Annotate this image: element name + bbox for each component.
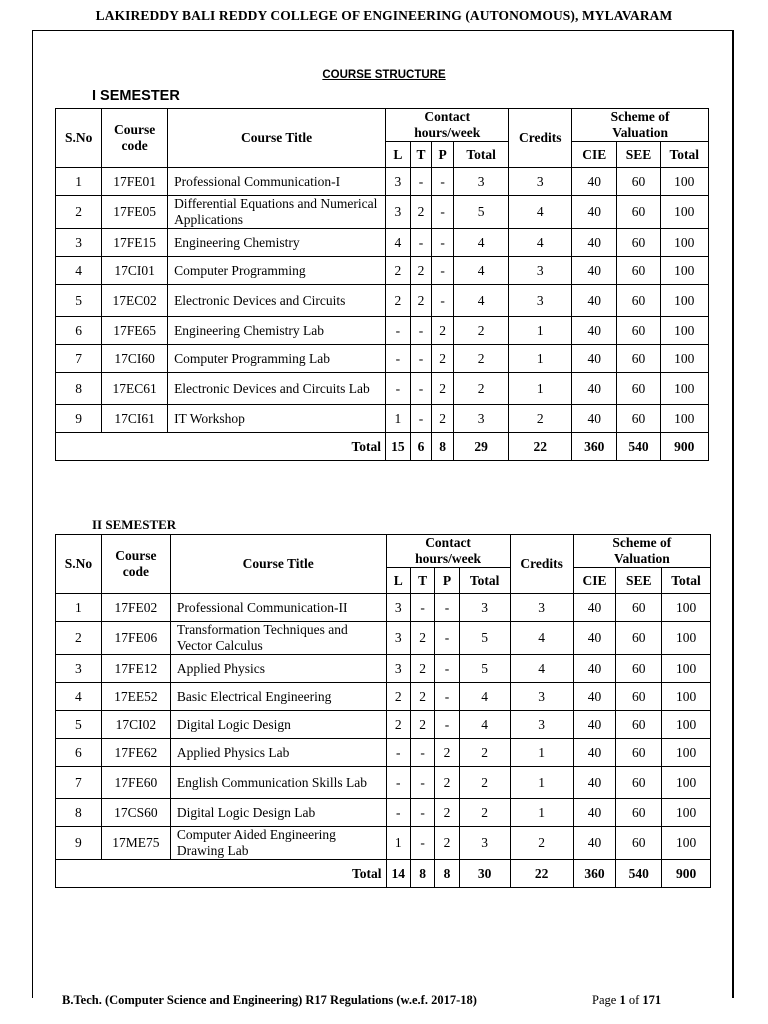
cell-P: - [432, 285, 454, 317]
cell-see: 60 [616, 711, 662, 739]
cell-see: 60 [617, 168, 660, 196]
cell-cie: 40 [573, 711, 616, 739]
cell-vtotal: 100 [660, 317, 708, 345]
cell-vtotal: 100 [662, 683, 711, 711]
col-scheme-line1: Scheme of [612, 535, 672, 550]
semester-2-table [55, 534, 711, 888]
total-L: 15 [386, 433, 411, 461]
cell-title: Differential Equations and Numerical Applications [168, 196, 386, 229]
header-row-1 [56, 109, 709, 142]
cell-vtotal: 100 [660, 345, 708, 373]
cell-L: 2 [386, 711, 410, 739]
col-scheme-line1: Scheme of [610, 109, 670, 124]
col-title: Course Title [170, 535, 386, 594]
cell-P: - [432, 229, 454, 257]
cell-vtotal: 100 [660, 229, 708, 257]
cell-see: 60 [617, 196, 660, 229]
cell-code: 17FE05 [102, 196, 168, 229]
cell-cie: 40 [572, 257, 617, 285]
cell-T: - [410, 827, 434, 860]
col-contact-line1: Contact [424, 109, 471, 124]
total-cie: 360 [572, 433, 617, 461]
cell-see: 60 [616, 767, 662, 799]
cell-vtotal: 100 [662, 594, 711, 622]
cell-code: 17EE52 [101, 683, 170, 711]
course-structure-title: COURSE STRUCTURE [322, 69, 446, 81]
cell-cie: 40 [572, 196, 617, 229]
cell-credits: 1 [510, 799, 573, 827]
cell-sno: 8 [56, 799, 102, 827]
cell-code: 17CS60 [101, 799, 170, 827]
cell-title: Computer Programming [168, 257, 386, 285]
header-row-1 [56, 535, 711, 568]
cell-P: 2 [432, 345, 454, 373]
cell-L: 2 [386, 683, 410, 711]
cell-title: Electronic Devices and Circuits [168, 285, 386, 317]
cell-L: 3 [386, 168, 411, 196]
page-number [592, 993, 661, 1008]
table-row [56, 229, 709, 257]
cell-title: IT Workshop [168, 405, 386, 433]
cell-see: 60 [616, 594, 662, 622]
cell-code: 17FE12 [101, 655, 170, 683]
cell-sno: 8 [56, 373, 102, 405]
cell-code: 17CI02 [101, 711, 170, 739]
cell-vtotal: 100 [662, 655, 711, 683]
cell-title: Engineering Chemistry Lab [168, 317, 386, 345]
cell-T: 2 [410, 655, 434, 683]
cell-total: 4 [453, 257, 509, 285]
cell-credits: 3 [510, 711, 573, 739]
col-sno: S.No [56, 109, 102, 168]
cell-sno: 3 [56, 655, 102, 683]
cell-vtotal: 100 [662, 799, 711, 827]
col-l: L [386, 142, 411, 168]
cell-L: 1 [386, 827, 410, 860]
cell-credits: 1 [509, 345, 572, 373]
cell-P: - [435, 655, 459, 683]
cell-code: 17EC61 [102, 373, 168, 405]
cell-vtotal: 100 [660, 373, 708, 405]
cell-cie: 40 [573, 683, 616, 711]
cell-cie: 40 [573, 767, 616, 799]
cell-cie: 40 [573, 655, 616, 683]
cell-code: 17FE15 [102, 229, 168, 257]
cell-vtotal: 100 [660, 168, 708, 196]
col-code-line2: code [121, 138, 148, 153]
cell-T: - [410, 594, 434, 622]
col-see: SEE [617, 142, 660, 168]
table-row [56, 594, 711, 622]
total-see: 540 [616, 860, 662, 888]
cell-total: 2 [459, 799, 510, 827]
total-row [56, 433, 709, 461]
col-code [101, 535, 170, 594]
cell-sno: 6 [56, 739, 102, 767]
cell-total: 2 [453, 345, 509, 373]
col-scheme [572, 109, 709, 142]
cell-title: Basic Electrical Engineering [170, 683, 386, 711]
cell-sno: 1 [56, 168, 102, 196]
cell-see: 60 [616, 655, 662, 683]
col-l: L [386, 568, 410, 594]
cell-cie: 40 [573, 594, 616, 622]
table-row [56, 655, 711, 683]
cell-cie: 40 [572, 229, 617, 257]
cell-L: - [386, 345, 411, 373]
cell-sno: 5 [56, 285, 102, 317]
col-cie: CIE [572, 142, 617, 168]
cell-credits: 3 [510, 594, 573, 622]
col-hours-total: Total [453, 142, 509, 168]
cell-T: - [410, 767, 434, 799]
cell-total: 2 [453, 317, 509, 345]
cell-T: - [410, 405, 432, 433]
cell-total: 5 [459, 655, 510, 683]
cell-see: 60 [617, 373, 660, 405]
cell-title: Computer Programming Lab [168, 345, 386, 373]
cell-L: - [386, 739, 410, 767]
col-p: P [432, 142, 454, 168]
cell-total: 2 [459, 739, 510, 767]
cell-vtotal: 100 [660, 285, 708, 317]
col-code-line2: code [122, 564, 149, 579]
cell-see: 60 [617, 285, 660, 317]
cell-L: - [386, 317, 411, 345]
cell-code: 17FE06 [101, 622, 170, 655]
cell-see: 60 [616, 739, 662, 767]
cell-total: 4 [459, 683, 510, 711]
cell-vtotal: 100 [662, 622, 711, 655]
cell-vtotal: 100 [660, 405, 708, 433]
cell-P: - [432, 168, 454, 196]
col-sno: S.No [56, 535, 102, 594]
cell-code: 17FE65 [102, 317, 168, 345]
cell-cie: 40 [573, 739, 616, 767]
total-P: 8 [435, 860, 459, 888]
footer-regulation: B.Tech. (Computer Science and Engineering) R17 Regulations (w.e.f. 2017-18) [62, 993, 477, 1007]
cell-sno: 3 [56, 229, 102, 257]
cell-cie: 40 [572, 168, 617, 196]
table-row [56, 767, 711, 799]
cell-T: - [410, 373, 432, 405]
table-row [56, 711, 711, 739]
cell-total: 2 [459, 767, 510, 799]
cell-T: 2 [410, 683, 434, 711]
semester-2-title: II SEMESTER [92, 517, 177, 532]
table-row [56, 739, 711, 767]
total-label: Total [56, 433, 386, 461]
cell-P: 2 [435, 739, 459, 767]
cell-L: 1 [386, 405, 411, 433]
cell-vtotal: 100 [662, 739, 711, 767]
cell-credits: 2 [510, 827, 573, 860]
col-valuation-total: Total [662, 568, 711, 594]
cell-P: 2 [435, 767, 459, 799]
cell-L: 2 [386, 257, 411, 285]
cell-T: - [410, 345, 432, 373]
cell-T: - [410, 229, 432, 257]
cell-credits: 3 [510, 683, 573, 711]
total-T: 8 [410, 860, 434, 888]
cell-P: - [435, 622, 459, 655]
cell-total: 5 [459, 622, 510, 655]
cell-code: 17CI61 [102, 405, 168, 433]
total-cie: 360 [573, 860, 616, 888]
cell-T: - [410, 168, 432, 196]
cell-see: 60 [617, 257, 660, 285]
cell-see: 60 [616, 799, 662, 827]
col-contact-line1: Contact [425, 535, 471, 550]
col-see: SEE [616, 568, 662, 594]
total-total: 30 [459, 860, 510, 888]
table-row [56, 285, 709, 317]
cell-vtotal: 100 [660, 196, 708, 229]
table-row [56, 168, 709, 196]
col-scheme [573, 535, 710, 568]
col-t: T [410, 568, 434, 594]
cell-cie: 40 [573, 622, 616, 655]
page-of: of [628, 993, 640, 1007]
cell-T: - [410, 317, 432, 345]
cell-T: 2 [410, 622, 434, 655]
cell-total: 4 [453, 285, 509, 317]
cell-P: - [435, 683, 459, 711]
cell-T: 2 [410, 257, 432, 285]
cell-credits: 2 [509, 405, 572, 433]
cell-total: 4 [453, 229, 509, 257]
col-contact-line2: hours/week [415, 551, 482, 566]
cell-P: 2 [432, 373, 454, 405]
cell-see: 60 [616, 827, 662, 860]
cell-code: 17CI60 [102, 345, 168, 373]
cell-credits: 3 [509, 257, 572, 285]
total-vtotal: 900 [662, 860, 711, 888]
cell-title: Applied Physics Lab [170, 739, 386, 767]
cell-cie: 40 [572, 317, 617, 345]
cell-P: - [432, 196, 454, 229]
cell-credits: 1 [510, 767, 573, 799]
cell-vtotal: 100 [662, 711, 711, 739]
table-row [56, 317, 709, 345]
cell-L: 3 [386, 622, 410, 655]
cell-P: - [432, 257, 454, 285]
semester-1-title: I SEMESTER [92, 88, 180, 104]
cell-title: Professional Communication-I [168, 168, 386, 196]
total-credits: 22 [510, 860, 573, 888]
cell-title: Engineering Chemistry [168, 229, 386, 257]
cell-P: 2 [435, 799, 459, 827]
cell-L: 4 [386, 229, 411, 257]
cell-vtotal: 100 [662, 767, 711, 799]
semester-1-table [55, 108, 709, 461]
cell-code: 17FE60 [101, 767, 170, 799]
cell-see: 60 [617, 405, 660, 433]
cell-sno: 9 [56, 405, 102, 433]
col-contact-line2: hours/week [414, 125, 481, 140]
cell-credits: 3 [509, 285, 572, 317]
cell-cie: 40 [572, 345, 617, 373]
total-vtotal: 900 [660, 433, 708, 461]
col-contact [386, 535, 510, 568]
cell-P: 2 [432, 405, 454, 433]
cell-T: 2 [410, 196, 432, 229]
table-row [56, 345, 709, 373]
cell-total: 2 [453, 373, 509, 405]
cell-credits: 4 [510, 622, 573, 655]
col-cie: CIE [573, 568, 616, 594]
cell-P: 2 [432, 317, 454, 345]
total-L: 14 [386, 860, 410, 888]
cell-L: - [386, 373, 411, 405]
cell-vtotal: 100 [660, 257, 708, 285]
cell-credits: 1 [510, 739, 573, 767]
cell-T: 2 [410, 285, 432, 317]
table-row [56, 373, 709, 405]
cell-sno: 2 [56, 622, 102, 655]
cell-L: 3 [386, 655, 410, 683]
cell-total: 3 [459, 827, 510, 860]
cell-code: 17ME75 [101, 827, 170, 860]
cell-title: Transformation Techniques and Vector Calculus [170, 622, 386, 655]
col-credits: Credits [509, 109, 572, 168]
cell-credits: 4 [509, 196, 572, 229]
cell-credits: 1 [509, 317, 572, 345]
cell-cie: 40 [572, 373, 617, 405]
col-hours-total: Total [459, 568, 510, 594]
table-row [56, 622, 711, 655]
cell-sno: 7 [56, 767, 102, 799]
cell-total: 4 [459, 711, 510, 739]
cell-see: 60 [617, 317, 660, 345]
college-header: LAKIREDDY BALI REDDY COLLEGE OF ENGINEERING (AUTONOMOUS), MYLAVARAM [95, 8, 673, 23]
cell-see: 60 [616, 622, 662, 655]
total-T: 6 [410, 433, 432, 461]
cell-L: 3 [386, 196, 411, 229]
col-contact [386, 109, 509, 142]
cell-cie: 40 [573, 827, 616, 860]
page-prefix: Page [592, 993, 617, 1007]
col-scheme-line2: Valuation [612, 125, 668, 140]
cell-credits: 4 [510, 655, 573, 683]
total-credits: 22 [509, 433, 572, 461]
total-row [56, 860, 711, 888]
cell-code: 17FE01 [102, 168, 168, 196]
table-row [56, 799, 711, 827]
cell-see: 60 [617, 345, 660, 373]
total-total: 29 [453, 433, 509, 461]
total-see: 540 [617, 433, 660, 461]
cell-T: - [410, 799, 434, 827]
cell-cie: 40 [572, 285, 617, 317]
col-t: T [410, 142, 432, 168]
cell-cie: 40 [572, 405, 617, 433]
cell-P: - [435, 711, 459, 739]
cell-total: 3 [459, 594, 510, 622]
cell-sno: 5 [56, 711, 102, 739]
total-P: 8 [432, 433, 454, 461]
cell-title: Electronic Devices and Circuits Lab [168, 373, 386, 405]
col-valuation-total: Total [660, 142, 708, 168]
cell-see: 60 [616, 683, 662, 711]
table-row [56, 196, 709, 229]
cell-vtotal: 100 [662, 827, 711, 860]
table-row [56, 257, 709, 285]
cell-total: 3 [453, 168, 509, 196]
cell-title: Computer Aided Engineering Drawing Lab [170, 827, 386, 860]
cell-title: Digital Logic Design Lab [170, 799, 386, 827]
cell-T: - [410, 739, 434, 767]
cell-L: 2 [386, 285, 411, 317]
col-code [102, 109, 168, 168]
col-code-line1: Course [115, 548, 157, 563]
cell-code: 17EC02 [102, 285, 168, 317]
page-total: 171 [642, 993, 662, 1007]
cell-sno: 4 [56, 683, 102, 711]
col-scheme-line2: Valuation [613, 551, 670, 566]
table-row [56, 827, 711, 860]
col-title: Course Title [168, 109, 386, 168]
cell-P: 2 [435, 827, 459, 860]
cell-sno: 9 [56, 827, 102, 860]
cell-title: Digital Logic Design [170, 711, 386, 739]
cell-title: Professional Communication-II [170, 594, 386, 622]
cell-sno: 1 [56, 594, 102, 622]
cell-credits: 3 [509, 168, 572, 196]
cell-title: English Communication Skills Lab [170, 767, 386, 799]
col-code-line1: Course [114, 122, 156, 137]
cell-T: 2 [410, 711, 434, 739]
cell-see: 60 [617, 229, 660, 257]
cell-sno: 2 [56, 196, 102, 229]
cell-sno: 7 [56, 345, 102, 373]
table-row [56, 683, 711, 711]
cell-credits: 4 [509, 229, 572, 257]
cell-code: 17FE62 [101, 739, 170, 767]
cell-title: Applied Physics [170, 655, 386, 683]
cell-L: - [386, 767, 410, 799]
col-p: P [435, 568, 459, 594]
cell-total: 3 [453, 405, 509, 433]
cell-total: 5 [453, 196, 509, 229]
cell-credits: 1 [509, 373, 572, 405]
cell-code: 17FE02 [101, 594, 170, 622]
cell-L: 3 [386, 594, 410, 622]
cell-code: 17CI01 [102, 257, 168, 285]
col-credits: Credits [510, 535, 573, 594]
page-current: 1 [619, 993, 626, 1007]
cell-L: - [386, 799, 410, 827]
cell-P: - [435, 594, 459, 622]
total-label: Total [56, 860, 387, 888]
cell-sno: 6 [56, 317, 102, 345]
cell-cie: 40 [573, 799, 616, 827]
table-row [56, 405, 709, 433]
cell-sno: 4 [56, 257, 102, 285]
